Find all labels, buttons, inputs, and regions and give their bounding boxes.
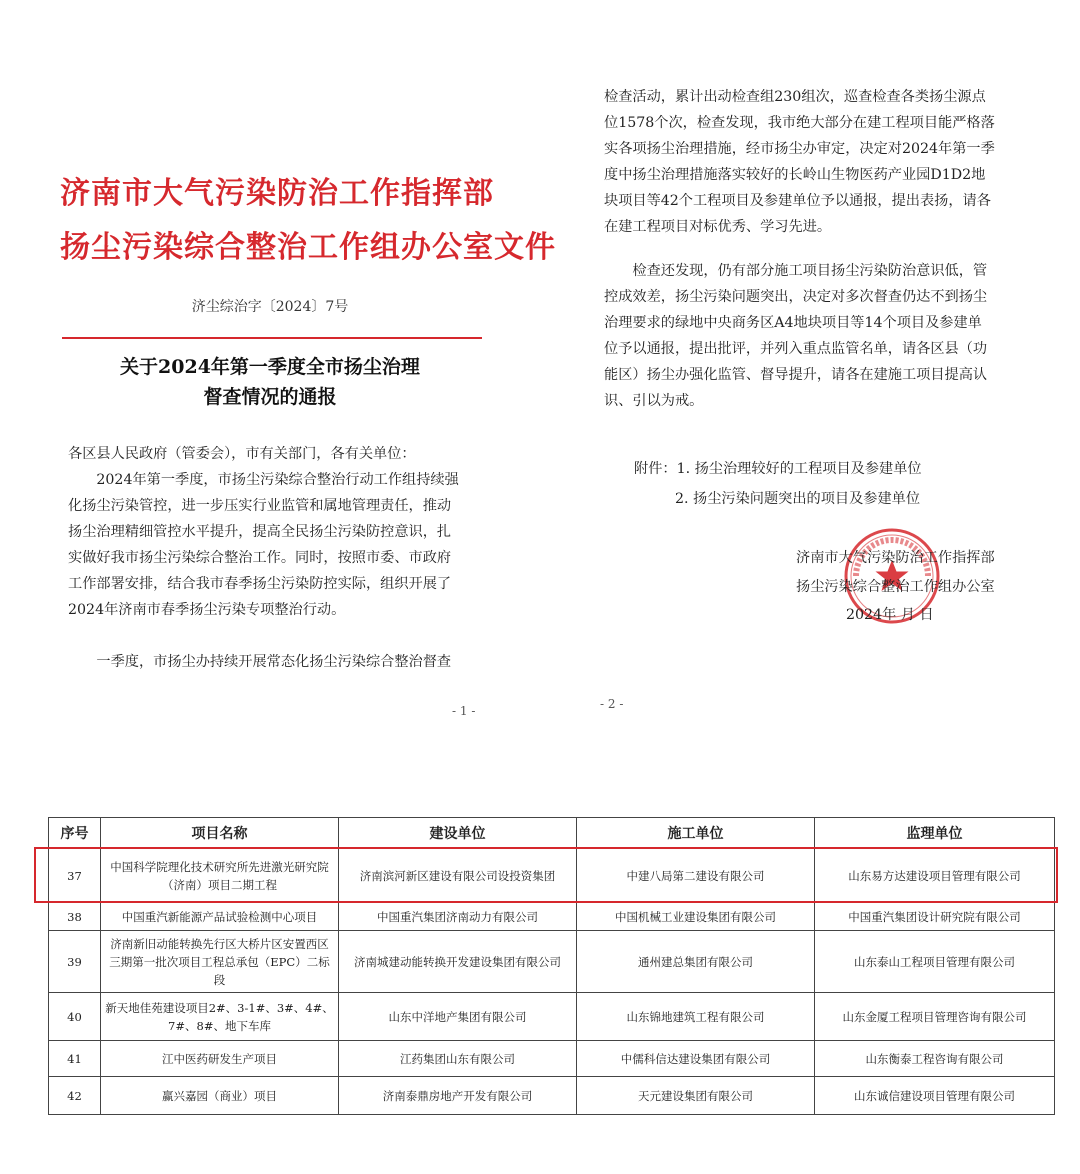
- cell-supervisor: 山东金厦工程项目管理咨询有限公司: [815, 993, 1055, 1041]
- table-row: [49, 1041, 1055, 1077]
- cell-project: 江中医药研发生产项目: [101, 1041, 339, 1077]
- cell-contractor: 中国机械工业建设集团有限公司: [577, 903, 815, 931]
- text-line: 检查还发现，仍有部分施工项目扬尘污染防治意识低，管: [604, 263, 988, 279]
- col-header-supervisor: 监理单位: [815, 818, 1055, 849]
- text-line: 化扬尘污染管控，进一步压实行业监管和属地管理责任，推动: [68, 498, 452, 514]
- col-header-contractor: 施工单位: [577, 818, 815, 849]
- cell-builder: 山东中洋地产集团有限公司: [339, 993, 577, 1041]
- paragraph-3: [604, 84, 1024, 240]
- signature-line1: 济南市大气污染防治工作指挥部: [796, 550, 995, 566]
- cell-builder: 济南城建动能转换开发建设集团有限公司: [339, 931, 577, 993]
- salutation: 各区县人民政府（管委会），市有关部门，各有关单位：: [68, 446, 416, 462]
- doc-title-line1: 关于2024年第一季度全市扬尘治理: [120, 356, 420, 378]
- cell-supervisor: 山东泰山工程项目管理有限公司: [815, 931, 1055, 993]
- attachment-2: 2. 扬尘污染问题突出的项目及参建单位: [675, 491, 921, 507]
- cell-project: 济南新旧动能转换先行区大桥片区安置西区三期第一批次项目工程总承包（EPC）二标段: [101, 931, 339, 993]
- text-line: 检查活动，累计出动检查组230组次，巡查检查各类扬尘源点: [604, 89, 986, 105]
- col-header-project: 项目名称: [101, 818, 339, 849]
- signature-line2: 扬尘污染综合整治工作组办公室: [796, 579, 995, 595]
- text-line: 度中扬尘治理措施落实较好的长岭山生物医药产业园D1D2地: [604, 167, 986, 183]
- doc-header-line2: 扬尘污染综合整治工作组办公室文件: [60, 230, 556, 265]
- document-page-1: [0, 0, 556, 740]
- text-line: 2024年第一季度，市扬尘污染综合整治行动工作组持续强: [68, 472, 459, 488]
- cell-project: 中国科学院理化技术研究所先进激光研究院（济南）项目二期工程: [101, 849, 339, 903]
- text-line: 一季度，市扬尘办持续开展常态化扬尘污染综合整治督查: [68, 654, 452, 670]
- doc-header-line1: 济南市大气污染防治工作指挥部: [60, 176, 494, 211]
- text-line: 工作部署安排，结合我市春季扬尘污染防控实际，组织开展了: [68, 576, 452, 592]
- page-number-2: - 2 -: [600, 697, 624, 711]
- cell-index: 42: [49, 1077, 101, 1115]
- cell-supervisor: 山东易方达建设项目管理有限公司: [815, 849, 1055, 903]
- highlight-box: [34, 847, 1058, 903]
- cell-index: 41: [49, 1041, 101, 1077]
- paragraph-2: [68, 649, 486, 675]
- cell-supervisor: 山东衡泰工程咨询有限公司: [815, 1041, 1055, 1077]
- col-header-builder: 建设单位: [339, 818, 577, 849]
- cell-index: 38: [49, 903, 101, 931]
- cell-project: 新天地佳苑建设项目2#、3-1#、3#、4#、7#、8#、地下车库: [101, 993, 339, 1041]
- cell-supervisor: 山东诚信建设项目管理有限公司: [815, 1077, 1055, 1115]
- table-header-row: [49, 818, 1055, 849]
- cell-project: 中国重汽新能源产品试验检测中心项目: [101, 903, 339, 931]
- table-row: [49, 993, 1055, 1041]
- cell-contractor: 通州建总集团有限公司: [577, 931, 815, 993]
- cell-index: 39: [49, 931, 101, 993]
- cell-index: 40: [49, 993, 101, 1041]
- cell-contractor: 天元建设集团有限公司: [577, 1077, 815, 1115]
- paragraph-1: [68, 467, 486, 623]
- document-page-2: [540, 0, 1080, 740]
- cell-contractor: 山东锦地建筑工程有限公司: [577, 993, 815, 1041]
- table-row: [49, 1077, 1055, 1115]
- cell-contractor: 中建八局第二建设有限公司: [577, 849, 815, 903]
- cell-index: 37: [49, 849, 101, 903]
- table-row: [49, 931, 1055, 993]
- header-divider: [62, 337, 482, 339]
- text-line: 实做好我市扬尘污染综合整治工作。同时，按照市委、市政府: [68, 550, 452, 566]
- cell-builder: 中国重汽集团济南动力有限公司: [339, 903, 577, 931]
- doc-title-line2: 督查情况的通报: [203, 386, 337, 408]
- text-line: 扬尘治理精细管控水平提升，提高全民扬尘污染防控意识，扎: [68, 524, 452, 540]
- cell-project: 赢兴嘉园（商业）项目: [101, 1077, 339, 1115]
- text-line: 位1578个次，检查发现，我市绝大部分在建工程项目能严格落: [604, 115, 995, 131]
- cell-supervisor: 中国重汽集团设计研究院有限公司: [815, 903, 1055, 931]
- attachment-1: 附件：1. 扬尘治理较好的工程项目及参建单位: [634, 461, 922, 477]
- col-header-index: 序号: [49, 818, 101, 849]
- paragraph-4: [604, 258, 1024, 414]
- cell-builder: 济南泰鼎房地产开发有限公司: [339, 1077, 577, 1115]
- text-line: 控成效差，扬尘污染问题突出，决定对多次督查仍达不到扬尘: [604, 289, 988, 305]
- text-line: 治理要求的绿地中央商务区A4地块项目等14个项目及参建单: [604, 315, 982, 331]
- text-line: 在建工程项目对标优秀、学习先进。: [604, 219, 832, 235]
- signature-date: 2024年 月 日: [846, 607, 934, 623]
- text-line: 位予以通报，提出批评，并列入重点监管名单，请各区县（功: [604, 341, 988, 357]
- table-row: [49, 903, 1055, 931]
- text-line: 实各项扬尘治理措施，经市扬尘办审定，决定对2024年第一季: [604, 141, 995, 157]
- text-line: 能区）扬尘办强化监管、督导提升，请各在建施工项目提高认: [604, 367, 988, 383]
- text-line: 识、引以为戒。: [604, 393, 704, 409]
- cell-builder: 江药集团山东有限公司: [339, 1041, 577, 1077]
- cell-builder: 济南滨河新区建设有限公司设投资集团: [339, 849, 577, 903]
- cell-contractor: 中儒科信达建设集团有限公司: [577, 1041, 815, 1077]
- text-line: 2024年济南市春季扬尘污染专项整治行动。: [68, 602, 346, 618]
- page-number-1: - 1 -: [452, 704, 476, 718]
- doc-number: 济尘综治字〔2024〕7号: [191, 299, 349, 315]
- text-line: 块项目等42个工程项目及参建单位予以通报，提出表扬，请各: [604, 193, 991, 209]
